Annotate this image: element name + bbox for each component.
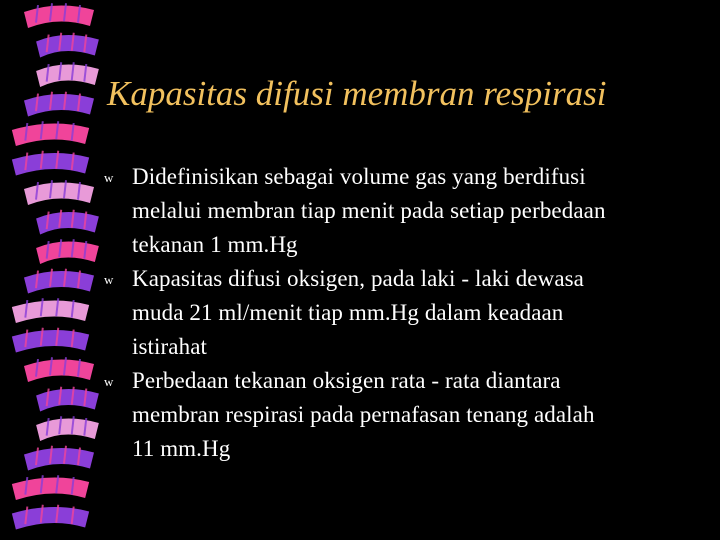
bullet-item: [104, 160, 714, 262]
ribbon-segment: [36, 241, 99, 264]
ribbon-segment: [36, 212, 99, 235]
ribbon-segment: [24, 271, 94, 294]
bullet-line: Perbedaan tekanan oksigen rata - rata diantara: [132, 368, 561, 393]
ribbon-segment: [36, 418, 99, 441]
ribbon-segment: [24, 182, 94, 205]
bullet-line: Kapasitas difusi oksigen, pada laki - laki dewasa: [132, 266, 584, 291]
bullet-icon: w: [104, 272, 114, 287]
ribbon-segment: [12, 123, 89, 146]
bullet-list: [104, 160, 714, 466]
ribbon-segment: [24, 448, 94, 471]
bullet-line: Didefinisikan sebagai volume gas yang berdifusi: [132, 164, 586, 189]
bullet-line: 11 mm.Hg: [132, 436, 231, 461]
bullet-icon: w: [104, 374, 114, 389]
bullet-line: melalui membran tiap menit pada setiap perbedaan: [132, 198, 606, 223]
bullet-line: tekanan 1 mm.Hg: [132, 232, 298, 257]
ribbon-segment: [12, 300, 89, 323]
bullet-line: membran respirasi pada pernafasan tenang adalah: [132, 402, 595, 427]
bullet-item: [104, 262, 714, 364]
ribbon-segment: [12, 330, 89, 353]
spiral-binding-decoration: [0, 0, 110, 540]
bullet-icon: w: [104, 170, 114, 185]
ribbon-segment: [24, 5, 94, 28]
ribbon-segment: [12, 153, 89, 176]
bullet-text: [132, 160, 714, 262]
slide-title: Kapasitas difusi membran respirasi: [107, 74, 607, 113]
bullet-item: [104, 364, 714, 466]
bullet-text: [132, 262, 714, 364]
bullet-text: [132, 364, 714, 466]
bullet-line: muda 21 ml/menit tiap mm.Hg dalam keadaan: [132, 300, 564, 325]
bullet-line: istirahat: [132, 334, 207, 359]
ribbon-segment: [24, 359, 94, 382]
ribbon-segment: [12, 477, 89, 500]
ribbon-segment: [12, 507, 89, 530]
ribbon-segment: [24, 94, 94, 117]
ribbon-segment: [36, 389, 99, 412]
ribbon-segment: [36, 64, 99, 87]
ribbon-segment: [36, 35, 99, 58]
